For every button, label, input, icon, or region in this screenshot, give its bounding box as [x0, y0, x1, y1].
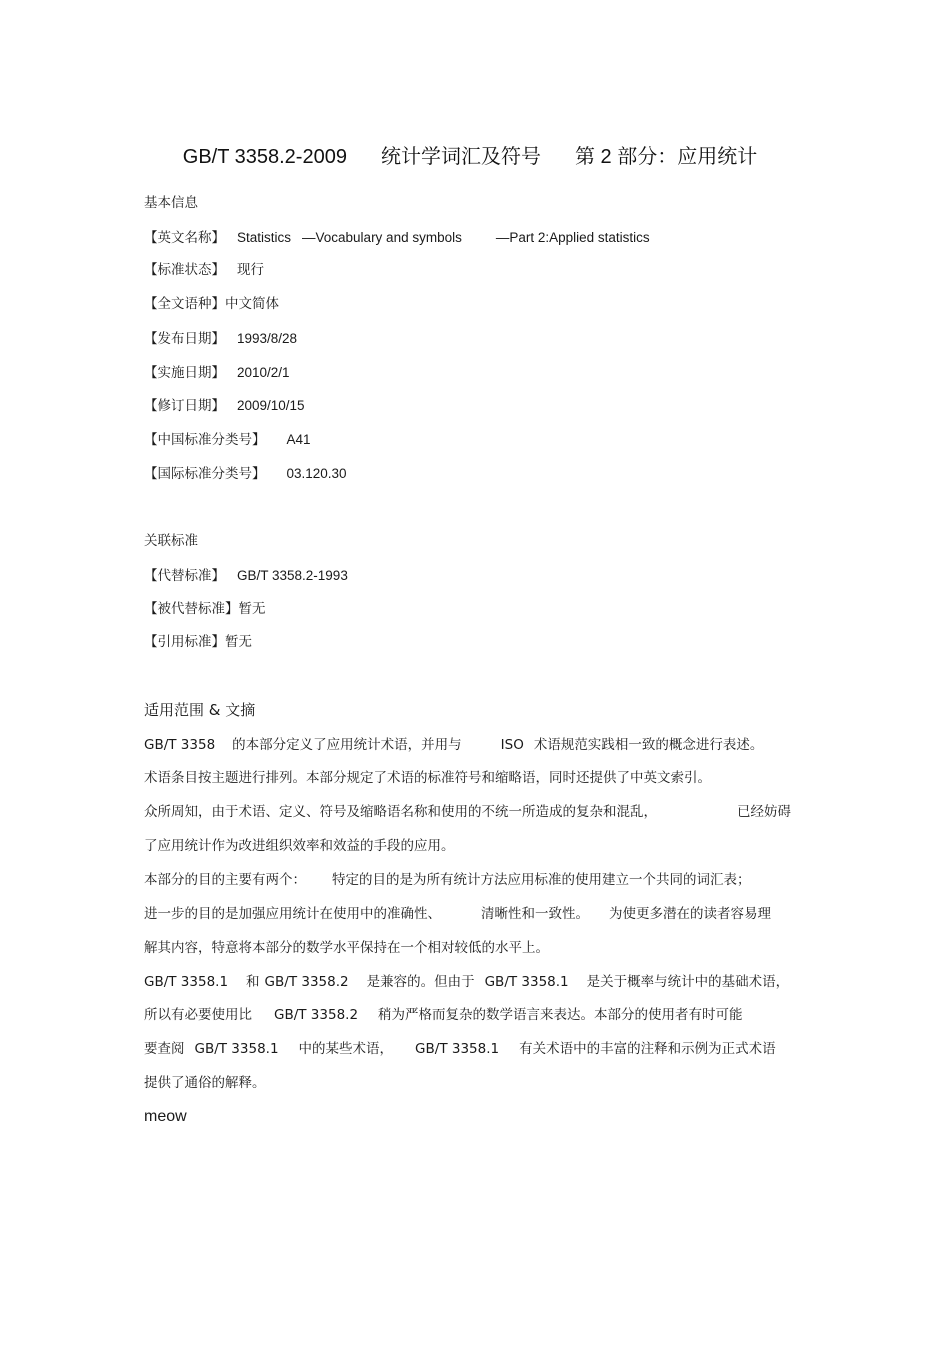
english-name-label: 【英文名称】	[144, 230, 225, 246]
scope-l3-text: 众所周知，由于术语、定义、符号及缩略语名称和使用的不统一所造成的复杂和混乱，	[144, 804, 657, 820]
scope-heading: 适用范围 & 文摘	[144, 701, 256, 719]
replaced-by-row	[144, 600, 266, 618]
scope-l9-text2: 稍为严格而复杂的数学语言来表达。本部分的使用者有时可能	[378, 1007, 743, 1023]
scope-l8-text2: 是关于概率与统计中的基础术语，	[586, 974, 790, 990]
scope-line-8	[144, 973, 789, 991]
scope-line-3	[144, 803, 791, 821]
scope-l10-code2: GB/T 3358.1	[415, 1041, 500, 1057]
status-row	[144, 261, 264, 279]
scope-l5-text: 本部分的目的主要有两个：	[144, 872, 306, 888]
ccs-value: A41	[286, 432, 311, 447]
scope-l1-iso: ISO	[500, 737, 524, 753]
revise-date-label: 【修订日期】	[144, 398, 225, 414]
scope-l8-code3: GB/T 3358.1	[484, 974, 569, 990]
language-label: 【全文语种】	[144, 296, 225, 312]
title-standard-code: GB/T 3358.2-2009	[182, 146, 347, 168]
replaces-value: GB/T 3358.2-1993	[237, 568, 348, 583]
related-standards-heading: 关联标准	[144, 533, 198, 549]
publish-date-label: 【发布日期】	[144, 331, 225, 347]
english-name-part2: —Vocabulary and symbols	[302, 230, 462, 245]
scope-line-9	[144, 1006, 743, 1024]
scope-l10-text3: 有关术语中的丰富的注释和示例为正式术语	[519, 1041, 776, 1057]
scope-line-4: 了应用统计作为改进组织效率和效益的手段的应用。	[144, 838, 455, 854]
implement-date-row	[144, 364, 290, 382]
scope-l8-code1: GB/T 3358.1	[144, 974, 229, 990]
cited-label: 【引用标准】	[144, 634, 225, 650]
english-name-row	[144, 229, 650, 247]
replaced-by-value: 暂无	[238, 601, 266, 616]
replaces-label: 【代替标准】	[144, 568, 225, 584]
replaces-row	[144, 567, 348, 585]
title-standard-name: 统计学词汇及符号	[380, 146, 541, 168]
scope-line-11: 提供了通俗的解释。	[144, 1075, 266, 1091]
english-name-part3: —Part 2:Applied statistics	[495, 230, 650, 245]
replaced-by-label: 【被代替标准】	[144, 601, 239, 617]
ics-value: 03.120.30	[286, 466, 347, 481]
scope-line-1	[144, 736, 763, 754]
ccs-label: 【中国标准分类号】	[144, 432, 266, 448]
implement-date-value: 2010/2/1	[237, 365, 290, 380]
publish-date-value: 1993/8/28	[237, 331, 298, 346]
cited-row	[144, 633, 252, 651]
scope-l1-code: GB/T 3358	[144, 737, 216, 753]
ics-row	[144, 465, 347, 483]
scope-l10-text2: 中的某些术语，	[298, 1041, 394, 1057]
scope-l8-code2: GB/T 3358.2	[264, 974, 349, 990]
revise-date-row	[144, 397, 305, 415]
status-value: 现行	[237, 262, 264, 277]
implement-date-label: 【实施日期】	[144, 365, 225, 381]
status-label: 【标准状态】	[144, 262, 225, 278]
scope-line-7: 解其内容，特意将本部分的数学水平保持在一个相对较低的水平上。	[144, 940, 549, 956]
language-row	[144, 295, 279, 313]
english-name-part1: Statistics	[237, 230, 292, 245]
scope-line-10	[144, 1040, 776, 1058]
publish-date-row	[144, 330, 297, 348]
scope-l5-text2: 特定的目的是为所有统计方法应用标准的使用建立一个共同的词汇表；	[332, 872, 751, 888]
scope-l10-text: 要查阅	[144, 1041, 185, 1057]
scope-l10-code1: GB/T 3358.1	[194, 1041, 279, 1057]
scope-line-2: 术语条目按主题进行排列。本部分规定了术语的标准符号和缩略语，同时还提供了中英文索引。	[144, 770, 711, 786]
scope-l3-text2: 已经妨碍	[737, 804, 791, 820]
language-value: 中文简体	[225, 296, 279, 311]
scope-l8-text: 是兼容的。但由于	[366, 974, 475, 990]
revise-date-value: 2009/10/15	[237, 398, 305, 413]
title-part-name: 第 2 部分：应用统计	[574, 146, 758, 168]
ccs-row	[144, 431, 311, 449]
scope-l6-text3: 为使更多潜在的读者容易理	[609, 906, 771, 922]
scope-l8-and: 和	[246, 974, 260, 990]
basic-info-heading: 基本信息	[144, 195, 198, 211]
scope-l9-code: GB/T 3358.2	[274, 1007, 359, 1023]
scope-l6-text: 进一步的目的是加强应用统计在使用中的准确性、	[144, 906, 441, 922]
scope-l6-text2: 清晰性和一致性。	[481, 906, 589, 922]
footer-meow-text: meow	[144, 1108, 187, 1125]
cited-value: 暂无	[225, 634, 252, 649]
scope-l9-text: 所以有必要使用比	[144, 1007, 252, 1023]
scope-line-5	[144, 871, 751, 889]
scope-l1-text2: 术语规范实践相一致的概念进行表述。	[533, 737, 764, 753]
scope-l1-text: 的本部分定义了应用统计术语，并用与	[232, 737, 462, 753]
ics-label: 【国际标准分类号】	[144, 466, 266, 482]
document-title	[0, 140, 940, 169]
scope-line-6	[144, 905, 771, 923]
